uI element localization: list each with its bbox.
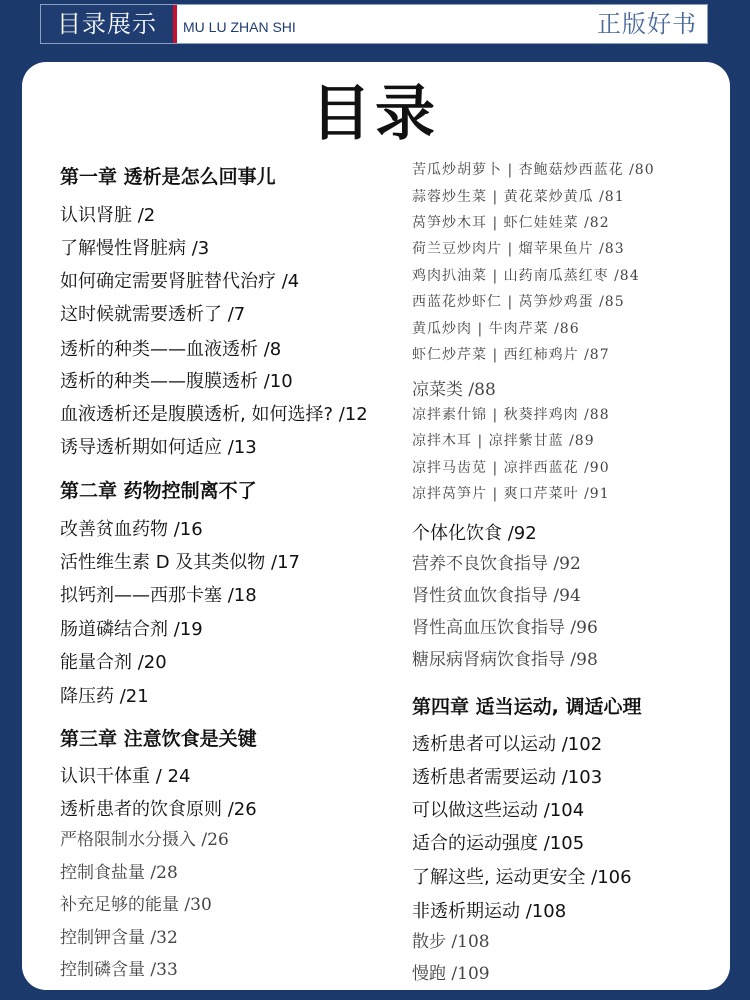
- toc-entry: 严格限制水分摄入 /26: [60, 830, 229, 850]
- recipe-entry: 凉拌木耳 | 凉拌紫甘蓝 /89: [412, 433, 595, 449]
- toc-entry: 控制钾含量 /32: [60, 928, 178, 948]
- toc-entry: 血液透析还是腹膜透析, 如何选择? /12: [60, 404, 368, 425]
- chapter-heading: 第三章 注意饮食是关键: [60, 728, 257, 750]
- toc-entry: 可以做这些运动 /104: [412, 800, 585, 821]
- recipe-entry: 蒜蓉炒生菜 | 黄花菜炒黄瓜 /81: [412, 189, 625, 205]
- toc-entry: 适合的运动强度 /105: [412, 833, 585, 854]
- toc-entry: 活性维生素 D 及其类似物 /17: [60, 552, 300, 573]
- recipe-entry: 黄瓜炒肉 | 牛肉芹菜 /86: [412, 321, 580, 337]
- toc-entry: 透析患者可以运动 /102: [412, 734, 603, 755]
- toc-entry: 个体化饮食 /92: [412, 523, 537, 544]
- recipe-entry: 荷兰豆炒肉片 | 熘苹果鱼片 /83: [412, 241, 625, 257]
- chapter-heading: 第四章 适当运动, 调适心理: [412, 696, 642, 718]
- toc-entry: 降压药 /21: [60, 686, 149, 707]
- toc-entry: 慢跑 /109: [412, 964, 490, 984]
- chapter-heading: 第一章 透析是怎么回事儿: [60, 166, 276, 188]
- toc-entry: 了解慢性肾脏病 /3: [60, 238, 210, 259]
- toc-entry: 这时候就需要透析了 /7: [60, 304, 246, 325]
- toc-entry: 肾性贫血饮食指导 /94: [412, 586, 581, 606]
- toc-entry: 糖尿病肾病饮食指导 /98: [412, 650, 598, 670]
- toc-entry: 散步 /108: [412, 932, 490, 952]
- recipe-entry: 苦瓜炒胡萝卜 | 杏鲍菇炒西蓝花 /80: [412, 162, 655, 178]
- toc-entry: 拟钙剂——西那卡塞 /18: [60, 585, 257, 606]
- toc-entry: 如何确定需要肾脏替代治疗 /4: [60, 271, 300, 292]
- toc-entry: 透析的种类——腹膜透析 /10: [60, 371, 293, 392]
- toc-entry: 认识肾脏 /2: [60, 205, 156, 226]
- badge-accent: [173, 5, 177, 43]
- recipe-entry: 凉拌马齿苋 | 凉拌西蓝花 /90: [412, 460, 610, 476]
- recipe-entry: 凉拌素什锦 | 秋葵拌鸡肉 /88: [412, 407, 610, 423]
- toc-entry: 凉菜类 /88: [412, 380, 496, 400]
- recipe-entry: 莴笋炒木耳 | 虾仁娃娃菜 /82: [412, 215, 610, 231]
- toc-entry: 诱导透析期如何适应 /13: [60, 437, 257, 458]
- top-banner: [40, 4, 708, 44]
- toc-entry: 肾性高血压饮食指导 /96: [412, 618, 598, 638]
- toc-entry: 肠道磷结合剂 /19: [60, 619, 203, 640]
- recipe-entry: 凉拌莴笋片 | 爽口芹菜叶 /91: [412, 486, 610, 502]
- toc-entry: 透析的种类——血液透析 /8: [60, 339, 282, 360]
- recipe-entry: 鸡肉扒油菜 | 山药南瓜蒸红枣 /84: [412, 268, 640, 284]
- toc-entry: 补充足够的能量 /30: [60, 895, 212, 915]
- recipe-entry: 西蓝花炒虾仁 | 莴笋炒鸡蛋 /85: [412, 294, 625, 310]
- recipe-entry: 虾仁炒芹菜 | 西红柿鸡片 /87: [412, 347, 610, 363]
- page-title: 目录: [311, 79, 439, 149]
- toc-entry: 控制食盐量 /28: [60, 863, 178, 883]
- toc-entry: 认识干体重 / 24: [60, 766, 191, 787]
- pinyin-label: MU LU ZHAN SHI: [183, 19, 296, 35]
- toc-entry: 改善贫血药物 /16: [60, 519, 203, 540]
- toc-entry: 非透析期运动 /108: [412, 901, 567, 922]
- slogan-label: 正版好书: [597, 10, 697, 38]
- toc-entry: 透析患者的饮食原则 /26: [60, 799, 257, 820]
- toc-entry: 能量合剂 /20: [60, 652, 167, 673]
- toc-entry: 了解这些, 运动更安全 /106: [412, 867, 632, 888]
- catalog-badge: 目录展示: [41, 5, 173, 43]
- chapter-heading: 第二章 药物控制离不了: [60, 480, 257, 502]
- toc-entry: 控制磷含量 /33: [60, 960, 178, 980]
- toc-entry: 透析患者需要运动 /103: [412, 767, 603, 788]
- toc-entry: 营养不良饮食指导 /92: [412, 554, 581, 574]
